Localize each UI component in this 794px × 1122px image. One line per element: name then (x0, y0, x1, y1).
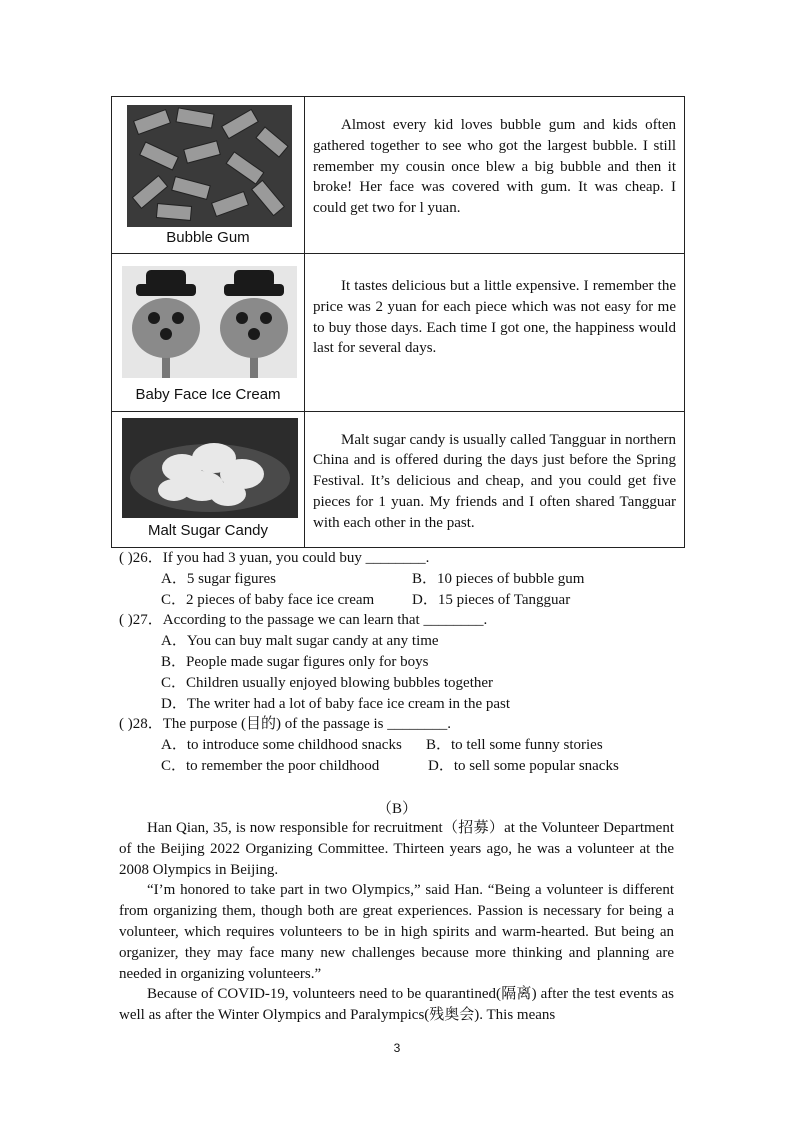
snack-description: Malt sugar candy is usually called Tangguar in northern China and is offered during the days just before the Spring Festival. It’s delicious and cheap, and you could get five pieces for 1 yuan. My friends and I often shared Tangguar with each other in the past. (313, 431, 676, 531)
passage-paragraph: Because of COVID-19, volunteers need to be quarantined(隔离) after the test events as well as after the Winter Olympics and Paralympics(残奥会). This means (119, 986, 674, 1024)
option-row (119, 569, 679, 590)
question-stem: ( )28．The purpose (目的) of the passage is ________. (119, 716, 452, 733)
page-number: 3 (393, 1041, 401, 1055)
baby-face-ice-cream-photo-icon (122, 266, 297, 378)
option-d[interactable]: D．The writer had a lot of baby face ice cream in the past (161, 695, 511, 712)
option-c[interactable]: C．Children usually enjoyed blowing bubbles together (161, 674, 494, 691)
text-cell (305, 97, 684, 253)
option-c[interactable]: C．2 pieces of baby face ice cream (161, 591, 375, 608)
section-b-passage (119, 818, 674, 1026)
option-d[interactable]: D．to sell some popular snacks (428, 757, 619, 774)
passage-paragraph: “I’m honored to take part in two Olympics,” said Han. “Being a volunteer is different from organizing them, though both are great experiences. Passion is necessary for being a volunteer, which requires volunteers to be in high spirits and warm-hearted. But being an organizer, they may face many new challenges because more thinking and planning are needed in organizing volunteers.” (119, 882, 674, 982)
option-row (119, 590, 679, 611)
question-stem: ( )27．According to the passage we can learn that ________. (119, 612, 488, 629)
option-row (119, 735, 679, 756)
option-a[interactable]: A．to introduce some childhood snacks (161, 737, 402, 754)
table-row (112, 412, 684, 547)
option-row (119, 652, 679, 673)
image-cell (112, 97, 305, 253)
image-cell (112, 254, 305, 411)
question-stem: ( )26．If you had 3 yuan, you could buy ________. (119, 550, 430, 566)
option-row (119, 631, 679, 652)
snack-description: Almost every kid loves bubble gum and kids often gathered together to see who got the largest bubble. I still remember my cousin once blew a big bubble and then it broke! Her face was covered with gum. It was cheap. I could get two for l yuan. (313, 117, 676, 217)
option-a[interactable]: A．You can buy malt sugar candy at any time (161, 633, 439, 650)
snacks-table (111, 96, 685, 548)
text-cell (305, 412, 684, 547)
option-b[interactable]: B．People made sugar figures only for boys (161, 653, 429, 670)
option-d[interactable]: D．15 pieces of Tangguar (412, 591, 571, 608)
question-26 (119, 548, 679, 569)
option-a[interactable]: A．5 sugar figures (161, 570, 276, 587)
option-b[interactable]: B．to tell some funny stories (426, 737, 603, 754)
option-row (119, 756, 679, 777)
image-caption: Baby Face Ice Cream (135, 386, 281, 403)
question-28 (119, 714, 679, 735)
malt-sugar-candy-photo-icon (122, 418, 298, 518)
image-caption: Bubble Gum (166, 229, 250, 246)
text-cell (305, 254, 684, 411)
section-b-title: （B） (376, 801, 417, 817)
option-c[interactable]: C．to remember the poor childhood (161, 757, 380, 774)
option-row (119, 673, 679, 694)
passage-paragraph: Han Qian, 35, is now responsible for recruitment（招募）at the Volunteer Department of the Beijing 2022 Organizing Committee. Thirteen years ago, he was a volunteer at the 2008 Olympics in Beijing. (119, 820, 674, 878)
option-b[interactable]: B．10 pieces of bubble gum (412, 570, 585, 587)
bubble-gum-photo-icon (127, 105, 292, 227)
image-cell (112, 412, 305, 547)
questions (119, 548, 679, 777)
table-row (112, 97, 684, 254)
question-27 (119, 610, 679, 631)
snack-description: It tastes delicious but a little expensive. I remember the price was 2 yuan for each piece which was not easy for me to buy those days. Each time I got one, the happiness would last for several days. (313, 277, 676, 357)
table-row (112, 254, 684, 412)
option-row (119, 694, 679, 715)
image-caption: Malt Sugar Candy (147, 522, 269, 539)
